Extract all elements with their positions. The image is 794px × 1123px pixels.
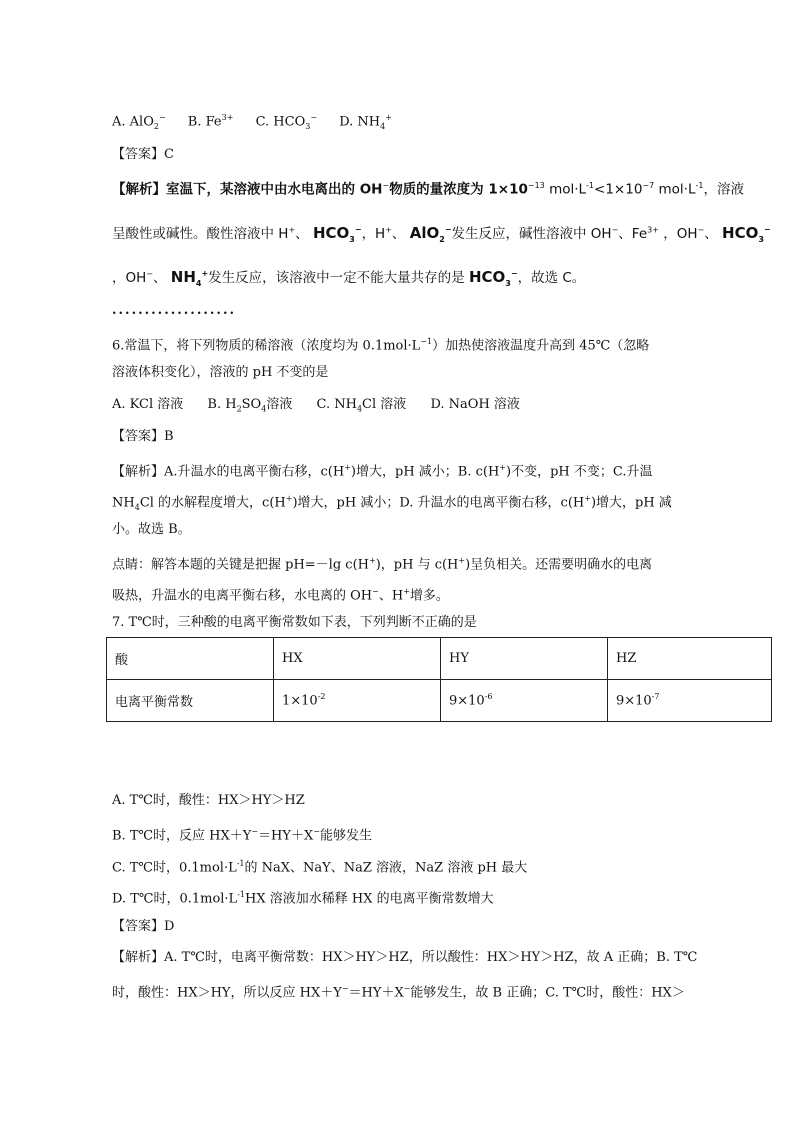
q7-analysis-line1: 【解析】A. T℃时，电离平衡常数：HX＞HY＞HZ，所以酸性：HX＞HY＞HZ，故 A 正确；B. T℃ bbox=[112, 950, 698, 965]
table-cell: $1\times 10^{-2}$ bbox=[274, 680, 441, 722]
q6-options bbox=[112, 396, 520, 419]
q6-analysis-line1: 【解析】A.升温水的电离平衡右移，c(H+)增大，pH 减小；B. c(H+)不变，pH 不变；C.升温 bbox=[112, 463, 653, 480]
q7-option-c: C. T℃时，$0.1mol\cdot L^{-1}$的 NaX、NaY、NaZ 溶液，NaZ 溶液 pH 最大 bbox=[112, 859, 528, 876]
table-header-cell: HY bbox=[441, 638, 608, 680]
table-header-row bbox=[107, 638, 772, 680]
table-header-cell: HZ bbox=[608, 638, 772, 680]
q7-option-b: B. T℃时，反应 HX＋Y−＝HY＋X−能够发生 bbox=[112, 827, 372, 844]
table-row bbox=[107, 680, 772, 722]
q6-tip-line1: 点睛：解答本题的关键是把握 pH=－lg c(H+)，pH 与 c(H+)呈负相关。还需要明确水的电离 bbox=[112, 556, 653, 573]
q7-answer: 【答案】D bbox=[112, 919, 175, 934]
q6-analysis-line2: $NH_4Cl$ 的水解程度增大，c(H+)增大，pH 减小；D. 升温水的电离平衡右移，c(H+)增大，pH 减 bbox=[112, 494, 672, 512]
q6-option-b: B. $H_2SO_4$溶液 bbox=[207, 397, 293, 414]
section-divider: ................... bbox=[112, 303, 236, 318]
q7-option-d: D. T℃时，$0.1mol\cdot L^{-1}HX$ 溶液加水稀释 HX 的电离平衡常数增大 bbox=[112, 890, 494, 907]
q5-options bbox=[112, 109, 392, 136]
q7-option-a: A. T℃时，酸性：HX＞HY＞HZ bbox=[112, 793, 305, 808]
q6-stem-line2: 溶液体积变化），溶液的 pH 不变的是 bbox=[112, 365, 329, 380]
table-header-cell: HX bbox=[274, 638, 441, 680]
table-cell: $9\times 10^{-6}$ bbox=[441, 680, 608, 722]
q6-analysis-line3: 小。故选 B。 bbox=[112, 522, 191, 537]
table-header-cell: 酸 bbox=[107, 638, 274, 680]
q6-tip-line2: 吸热，升温水的电离平衡右移，水电离的 OH−、H+增多。 bbox=[112, 587, 449, 604]
q5-option-a: A. AlO$_2$− bbox=[112, 113, 166, 131]
q6-stem-line1: 6.常温下，将下列物质的稀溶液（浓度均为 $0.1mol\cdot L^{-1}$）加热使溶液温度升高到 45℃（忽略 bbox=[112, 337, 650, 354]
q5-answer: 【答案】C bbox=[112, 147, 174, 162]
q5-analysis-line3: ，OH−、 $NH_4^+$发生反应，该溶液中一定不能大量共存的是 $HCO_3^-$，故选 C。 bbox=[112, 268, 586, 288]
q7-stem: 7. T℃时，三种酸的电离平衡常数如下表，下列判断不正确的是 bbox=[112, 615, 477, 630]
q6-option-a: A. KCl 溶液 bbox=[112, 397, 184, 412]
ionization-constant-table bbox=[106, 637, 772, 722]
q7-analysis-line2: 时，酸性：HX＞HY，所以反应 HX＋Y−＝HY＋X−能够发生，故 B 正确；C. T℃时，酸性：HX＞ bbox=[112, 984, 685, 1001]
table-cell: $9\times 10^{-7}$ bbox=[608, 680, 772, 722]
q6-answer: 【答案】B bbox=[112, 429, 174, 444]
q6-option-c: C. $NH_4Cl$ 溶液 bbox=[316, 397, 407, 414]
q5-option-c: C. $HCO_3^-$ bbox=[255, 113, 318, 131]
table-row-label: 电离平衡常数 bbox=[107, 680, 274, 722]
q5-analysis-line1: 【解析】室温下，某溶液中由水电离出的 OH−物质的量浓度为 $1\times 10^{-13}$ $mol\cdot L^{-1}<1\times 10^{-7}$ $mol\cdot L^{-1}$，溶液 bbox=[112, 181, 744, 198]
q5-option-b: B. $Fe^{3+}$ bbox=[187, 113, 234, 130]
q6-option-d: D. NaOH 溶液 bbox=[430, 397, 520, 412]
q5-option-d: D. $NH_4^+$ bbox=[339, 113, 392, 131]
q5-analysis-line2: 呈酸性或碱性。酸性溶液中 H+、 $HCO_3^-$，H+、 AlO$_2$−发生反应，碱性溶液中 OH−、$Fe^{3+}$ ，OH−、 $HCO_3^-$ bbox=[112, 224, 771, 244]
